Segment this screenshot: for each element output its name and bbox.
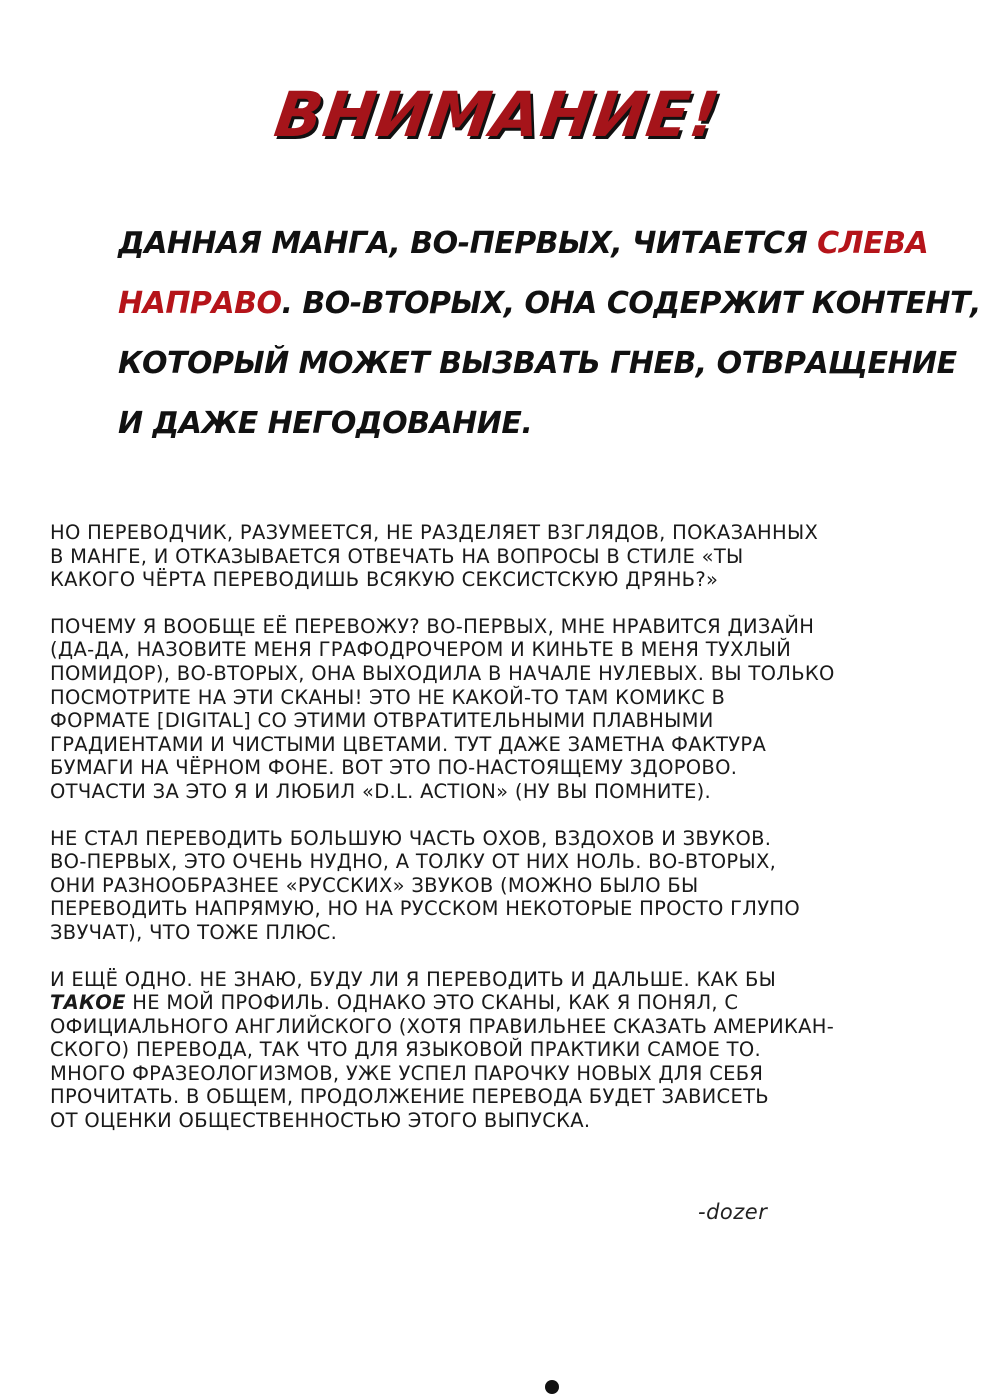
paragraph-line: ПОМИДОР), ВО-ВТОРЫХ, ОНА ВЫХОДИЛА В НАЧАЛЕ НУЛЕВЫХ. ВЫ ТОЛЬКО xyxy=(50,661,835,685)
paragraph-line: ЗВУЧАТ), ЧТО ТОЖЕ ПЛЮС. xyxy=(50,920,338,944)
paragraph-line: В МАНГЕ, И ОТКАЗЫВАЕТСЯ ОТВЕЧАТЬ НА ВОПРОСЫ В СТИЛЕ «ТЫ xyxy=(50,544,744,568)
paragraph-2 xyxy=(50,615,965,804)
paragraph-line: КАКОГО ЧЁРТА ПЕРЕВОДИШЬ ВСЯКУЮ СЕКСИСТСКУЮ ДРЯНЬ?» xyxy=(50,568,719,592)
paragraph-line: НО ПЕРЕВОДЧИК, РАЗУМЕЕТСЯ, НЕ РАЗДЕЛЯЕТ ВЗГЛЯДОВ, ПОКАЗАННЫХ xyxy=(50,521,819,544)
emphasis-text: ТАКОЕ xyxy=(50,991,126,1015)
paragraph-line: ГРАДИЕНТАМИ И ЧИСТЫМИ ЦВЕТАМИ. ТУТ ДАЖЕ ЗАМЕТНА ФАКТУРА xyxy=(50,732,767,756)
paragraph-3 xyxy=(50,827,965,945)
paragraph-line: ОТЧАСТИ ЗА ЭТО Я И ЛЮБИЛ «D.L. ACTION» (НУ ВЫ ПОМНИТЕ). xyxy=(50,779,711,803)
paragraph-line: ПОЧЕМУ Я ВООБЩЕ ЕЁ ПЕРЕВОЖУ? ВО-ПЕРВЫХ, МНЕ НРАВИТСЯ ДИЗАЙН xyxy=(50,614,815,638)
paragraph-line: ПРОЧИТАТЬ. В ОБЩЕМ, ПРОДОЛЖЕНИЕ ПЕРЕВОДА БУДЕТ ЗАВИСЕТЬ xyxy=(50,1085,769,1109)
paragraph-4 xyxy=(50,968,965,1133)
highlight-left: СЛЕВА xyxy=(817,226,929,261)
paragraph-line: ОФИЦИАЛЬНОГО АНГЛИЙСКОГО (ХОТЯ ПРАВИЛЬНЕЕ СКАЗАТЬ АМЕРИКАН- xyxy=(50,1014,835,1038)
paragraph-line: И ЕЩЁ ОДНО. НЕ ЗНАЮ, БУДУ ЛИ Я ПЕРЕВОДИТЬ И ДАЛЬШЕ. КАК БЫ xyxy=(50,967,777,991)
paragraph-line: МНОГО ФРАЗЕОЛОГИЗМОВ, УЖЕ УСПЕЛ ПАРОЧКУ НОВЫХ ДЛЯ СЕБЯ xyxy=(50,1061,764,1085)
paragraph-line: ПЕРЕВОДИТЬ НАПРЯМУЮ, НО НА РУССКОМ НЕКОТОРЫЕ ПРОСТО ГЛУПО xyxy=(50,897,801,921)
paragraph-line: (ДА-ДА, НАЗОВИТЕ МЕНЯ ГРАФОДРОЧЕРОМ И КИНЬТЕ В МЕНЯ ТУХЛЫЙ xyxy=(50,638,792,662)
paragraph-line: ВО-ПЕРВЫХ, ЭТО ОЧЕНЬ НУДНО, А ТОЛКУ ОТ НИХ НОЛЬ. ВО-ВТОРЫХ, xyxy=(50,850,777,874)
highlight-right: НАПРАВО xyxy=(118,286,282,321)
page-title: ВНИМАНИЕ! xyxy=(270,78,725,151)
warning-line-4: И ДАЖЕ НЕГОДОВАНИЕ. xyxy=(118,406,533,441)
paragraph-line: ТАКОЕ НЕ МОЙ ПРОФИЛЬ. ОДНАКО ЭТО СКАНЫ, КАК Я ПОНЯЛ, С xyxy=(50,991,739,1015)
paragraph-line: СКОГО) ПЕРЕВОДА, ТАК ЧТО ДЛЯ ЯЗЫКОВОЙ ПРАКТИКИ САМОЕ ТО. xyxy=(50,1038,761,1062)
paragraph-1 xyxy=(50,521,965,592)
paragraph-line: ОТ ОЦЕНКИ ОБЩЕСТВЕННОСТЬЮ ЭТОГО ВЫПУСКА. xyxy=(50,1109,591,1133)
warning-block xyxy=(118,214,981,454)
paragraph-line: БУМАГИ НА ЧЁРНОМ ФОНЕ. ВОТ ЭТО ПО-НАСТОЯЩЕМУ ЗДОРОВО. xyxy=(50,756,738,780)
body-text xyxy=(50,521,965,1156)
paragraph-line: НЕ СТАЛ ПЕРЕВОДИТЬ БОЛЬШУЮ ЧАСТЬ ОХОВ, ВЗДОХОВ И ЗВУКОВ. xyxy=(50,826,772,850)
warning-line-3: КОТОРЫЙ МОЖЕТ ВЫЗВАТЬ ГНЕВ, ОТВРАЩЕНИЕ xyxy=(118,346,957,381)
page-edge-mark xyxy=(545,1380,559,1394)
paragraph-line: ОНИ РАЗНООБРАЗНЕЕ «РУССКИХ» ЗВУКОВ (МОЖНО БЫЛО БЫ xyxy=(50,873,699,897)
warning-line-2: НАПРАВО. ВО-ВТОРЫХ, ОНА СОДЕРЖИТ КОНТЕНТ, xyxy=(118,286,981,321)
paragraph-line: ФОРМАТЕ [DIGITAL] СО ЭТИМИ ОТВРАТИТЕЛЬНЫМИ ПЛАВНЫМИ xyxy=(50,709,714,733)
warning-line-1: ДАННАЯ МАНГА, ВО-ПЕРВЫХ, ЧИТАЕТСЯ СЛЕВА xyxy=(118,226,929,261)
paragraph-line: ПОСМОТРИТЕ НА ЭТИ СКАНЫ! ЭТО НЕ КАКОЙ-ТО ТАМ КОМИКС В xyxy=(50,685,726,709)
signature: -dozer xyxy=(698,1200,768,1224)
